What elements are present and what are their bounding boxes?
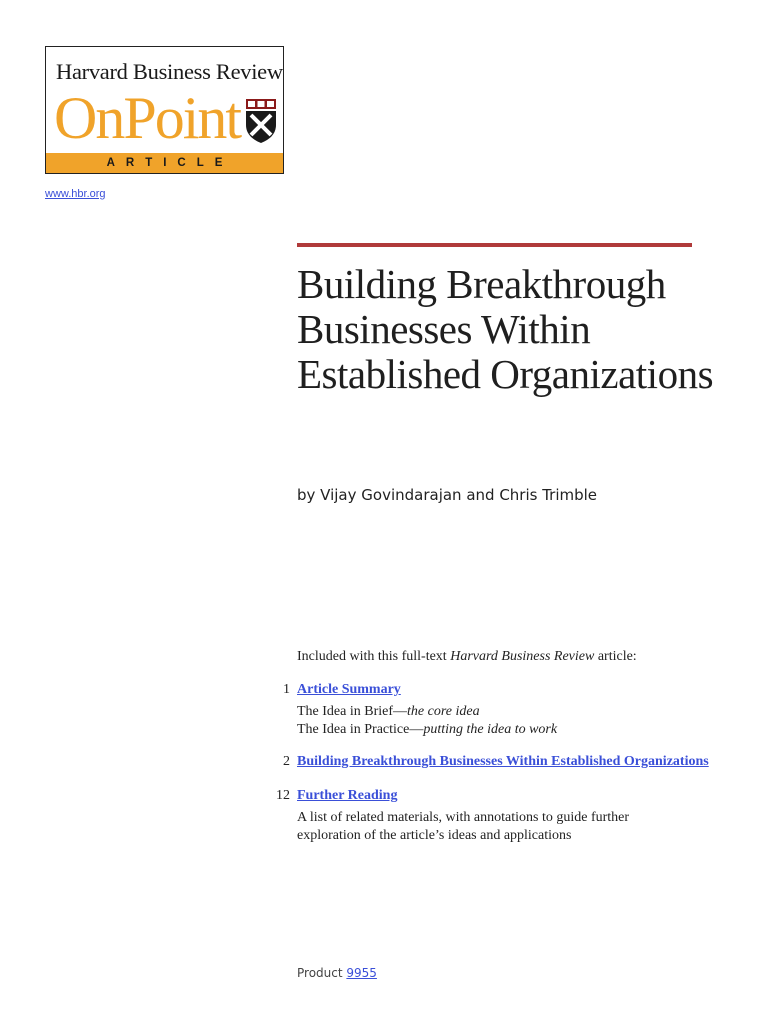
- toc-line-italic: the core idea: [407, 704, 480, 719]
- logo-publication-name: Harvard Business Review: [56, 59, 283, 84]
- product-info: [297, 966, 377, 980]
- toc-line-italic: putting the idea to work: [423, 722, 558, 737]
- toc-description-line: [297, 721, 697, 739]
- toc-description-line: [297, 703, 697, 721]
- toc-line-text: The Idea in Practice—: [297, 722, 424, 737]
- product-number-link[interactable]: 9955: [346, 966, 377, 980]
- harvard-shield-icon: [246, 99, 276, 143]
- included-intro: [297, 649, 637, 665]
- included-publication: Harvard Business Review: [450, 649, 595, 664]
- toc-description: [297, 703, 697, 739]
- hbr-website-link[interactable]: www.hbr.org: [45, 188, 106, 200]
- toc-line-text: The Idea in Brief—: [297, 704, 408, 719]
- toc-link-further-reading[interactable]: Further Reading: [297, 788, 398, 803]
- toc-page-number: 12: [276, 788, 290, 803]
- logo-onpoint-wordmark: OnPoint: [54, 85, 241, 151]
- hbr-onpoint-logo: [45, 46, 284, 174]
- article-byline: by Vijay Govindarajan and Chris Trimble: [297, 486, 598, 504]
- product-label: Product: [297, 966, 347, 980]
- included-prefix: Included with this full-text: [297, 649, 451, 664]
- title-rule: [297, 243, 692, 247]
- included-suffix: article:: [594, 649, 637, 664]
- toc-link-full-article[interactable]: Building Breakthrough Businesses Within Established Organizations: [297, 754, 709, 769]
- toc-page-number: 2: [283, 754, 290, 769]
- toc-description-line: exploration of the article’s ideas and applications: [297, 828, 572, 843]
- toc-description-line: A list of related materials, with annotations to guide further: [297, 810, 630, 825]
- toc-description: [297, 809, 697, 845]
- logo-article-label: ARTICLE: [106, 157, 234, 169]
- toc-page-number: 1: [283, 682, 290, 697]
- article-title: Building Breakthrough Businesses Within Established Organizations: [297, 261, 714, 397]
- toc-link-article-summary[interactable]: Article Summary: [297, 682, 401, 697]
- logo-article-bar: [46, 153, 283, 173]
